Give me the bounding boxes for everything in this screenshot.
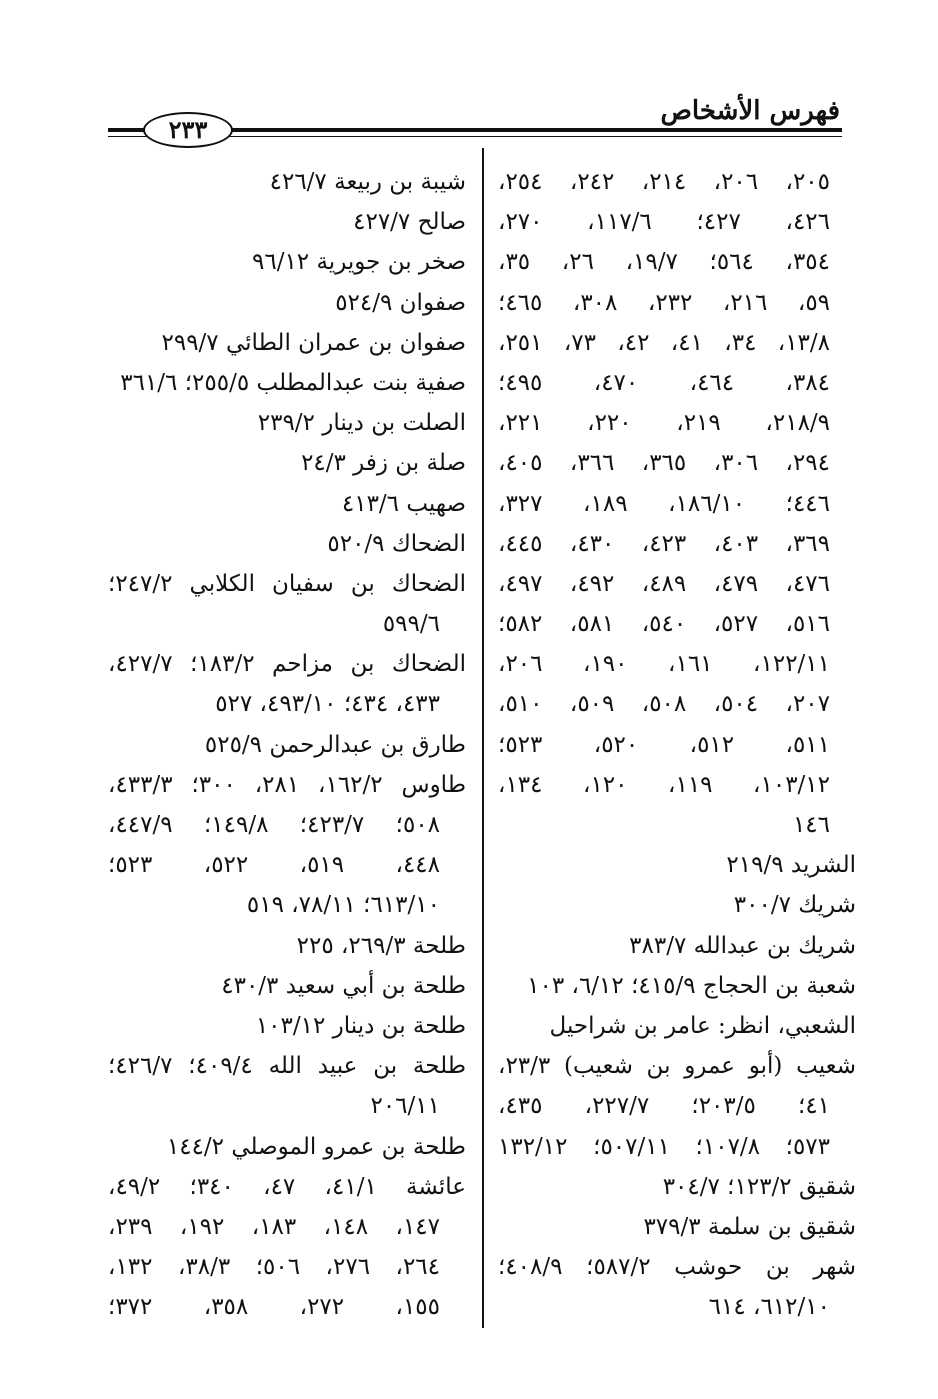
index-line: ٤٢٦، ٤٢٧؛ ١١٧/٦، ٢٧٠، bbox=[498, 209, 831, 236]
index-line: ٥٠٨؛ ٤٢٣/٧؛ ١٤٩/٨؛ ٤٤٧/٩، bbox=[108, 812, 441, 838]
index-line: طلحة ٢٦٩/٣، ٢٢٥ bbox=[296, 932, 466, 959]
index-line: ٢٠٦/١١ bbox=[370, 1093, 440, 1120]
index-line: طلحة بن أبي سعيد ٤٣٠/٣ bbox=[221, 972, 466, 999]
index-line: صالح ٤٢٧/٧ bbox=[353, 209, 466, 236]
index-column-left bbox=[108, 162, 466, 1327]
index-line: ٤١؛ ٢٠٣/٥؛ ٢٢٧/٧، ٤٣٥، bbox=[498, 1093, 831, 1120]
index-line: ٥٩٩/٦ bbox=[382, 611, 440, 638]
index-line: ٥١٦، ٥٢٧، ٥٤٠، ٥٨١، ٥٨٢؛ bbox=[498, 611, 830, 638]
index-line: صلة بن زفر ٢٤/٣ bbox=[301, 450, 466, 477]
index-line: ٣٥٤، ٥٦٤؛ ١٩/٧، ٢٦، ٣٥، bbox=[498, 249, 831, 276]
index-line: ٢٠٥، ٢٠٦، ٢١٤، ٢٤٢، ٢٥٤، bbox=[498, 169, 830, 195]
index-line: ٤٤٨، ٥١٩، ٥٢٢، ٥٢٣؛ bbox=[108, 852, 440, 879]
index-line: شقيق بن سلمة ٣٧٩/٣ bbox=[643, 1213, 856, 1240]
index-line: صخر بن جويرية ٩٦/١٢ bbox=[251, 249, 466, 276]
index-line: طلحة بن عبيد الله ٤٠٩/٤؛ ٤٢٦/٧؛ bbox=[108, 1053, 466, 1080]
index-line: ٢٦٤، ٢٧٦، ٥٠٦؛ ٣٨/٣، ١٣٢، bbox=[108, 1254, 441, 1281]
index-line: ٢١٨/٩، ٢١٩، ٢٢٠، ٢٢١، bbox=[498, 410, 831, 437]
column-divider bbox=[482, 148, 484, 1328]
index-line: صفية بنت عبدالمطلب ٢٥٥/٥؛ ٣٦١/٦ bbox=[120, 369, 466, 396]
page-header bbox=[0, 0, 938, 160]
index-line: شقيق ١٢٣/٢؛ ٣٠٤/٧ bbox=[662, 1173, 856, 1200]
index-line: ١٥٥، ٢٧٢، ٣٥٨، ٣٧٢؛ bbox=[108, 1294, 440, 1321]
index-line: الصلت بن دينار ٢٣٩/٢ bbox=[257, 410, 466, 437]
index-line: ٥٧٣؛ ١٠٧/٨؛ ٥٠٧/١١؛ ١٣٢/١٢ bbox=[498, 1133, 831, 1160]
index-line: ٤٣٣، ٤٣٤؛ ٤٩٣/١٠، ٥٢٧ bbox=[215, 691, 440, 718]
index-line: شريك ٣٠٠/٧ bbox=[733, 892, 856, 919]
index-line: ١٤٧، ١٤٨، ١٨٣، ١٩٢، ٢٣٩، bbox=[108, 1213, 440, 1240]
index-line: ٤٧٦، ٤٧٩، ٤٨٩، ٤٩٢، ٤٩٧، bbox=[498, 570, 830, 597]
index-line: شعيب (أبو عمرو بن شعيب) ٢٣/٣، bbox=[498, 1053, 856, 1080]
index-line: ٥٩، ٢١٦، ٢٣٢، ٣٠٨، ٤٦٥؛ bbox=[498, 289, 831, 316]
index-line: ٢٠٧، ٥٠٤، ٥٠٨، ٥٠٩، ٥١٠، bbox=[498, 691, 830, 718]
index-line: طلحة بن عمرو الموصلي ١٤٤/٢ bbox=[166, 1133, 466, 1160]
index-line: صفوان ٥٢٤/٩ bbox=[335, 289, 466, 316]
index-line: الضحاك بن مزاحم ١٨٣/٢؛ ٤٢٧/٧، bbox=[108, 651, 466, 678]
index-line: شعبة بن الحجاج ٤١٥/٩؛ ٦/١٢، ١٠٣ bbox=[527, 972, 856, 999]
index-line: ٢٩٤، ٣٠٦، ٣٦٥، ٣٦٦، ٤٠٥، bbox=[498, 450, 830, 477]
index-line: الضحاك ٥٢٠/٩ bbox=[327, 530, 466, 557]
index-line: طاوس ١٦٢/٢، ٢٨١، ٣٠٠؛ ٤٣٣/٣، bbox=[108, 771, 466, 798]
index-line: ١٠٣/١٢، ١١٩، ١٢٠، ١٣٤، bbox=[498, 771, 831, 798]
index-line: ٦١٣/١٠؛ ٧٨/١١، ٥١٩ bbox=[246, 892, 440, 919]
running-title: فهرس الأشخاص bbox=[660, 96, 840, 126]
index-line: صهيب ٤١٣/٦ bbox=[341, 490, 466, 517]
index-line: ٥١١، ٥١٢، ٥٢٠، ٥٢٣؛ bbox=[498, 731, 830, 758]
index-line: ١٢٢/١١، ١٦١، ١٩٠، ٢٠٦، bbox=[498, 651, 831, 678]
index-line: عائشة ٤١/١، ٤٧، ٣٤٠؛ ٤٩/٢، bbox=[108, 1173, 466, 1200]
index-line: شيبة بن ربيعة ٤٢٦/٧ bbox=[269, 169, 466, 195]
index-line: طلحة بن دينار ١٠٣/١٢ bbox=[255, 1012, 466, 1039]
index-line: ١٤٦ bbox=[792, 812, 830, 838]
page-number: ٢٣٣ bbox=[143, 112, 233, 148]
index-line: شهر بن حوشب ٥٨٧/٢؛ ٤٠٨/٩؛ bbox=[498, 1254, 856, 1281]
index-line: ٦١٢/١٠، ٦١٤ bbox=[708, 1294, 830, 1321]
index-line: صفوان بن عمران الطائي ٢٩٩/٧ bbox=[161, 329, 466, 356]
index-line: الشريد ٢١٩/٩ bbox=[726, 852, 856, 879]
index-line: ١٣/٨، ٣٤، ٤١، ٤٢، ٧٣، ٢٥١، bbox=[498, 329, 831, 356]
index-line: ٣٨٤، ٤٦٤، ٤٧٠، ٤٩٥؛ bbox=[498, 369, 830, 396]
index-line: ٣٦٩، ٤٠٣، ٤٢٣، ٤٣٠، ٤٤٥، bbox=[498, 530, 830, 557]
index-line: شريك بن عبدالله ٣٨٣/٧ bbox=[629, 932, 856, 959]
index-column-right bbox=[498, 162, 856, 1327]
index-line: ٤٤٦؛ ١٨٦/١٠، ١٨٩، ٣٢٧، bbox=[498, 490, 830, 517]
index-line: طارق بن عبدالرحمن ٥٢٥/٩ bbox=[204, 731, 466, 758]
index-line: الشعبي، انظر: عامر بن شراحيل bbox=[549, 1012, 856, 1039]
index-line: الضحاك بن سفيان الكلابي ٢٤٧/٢؛ bbox=[108, 570, 466, 597]
